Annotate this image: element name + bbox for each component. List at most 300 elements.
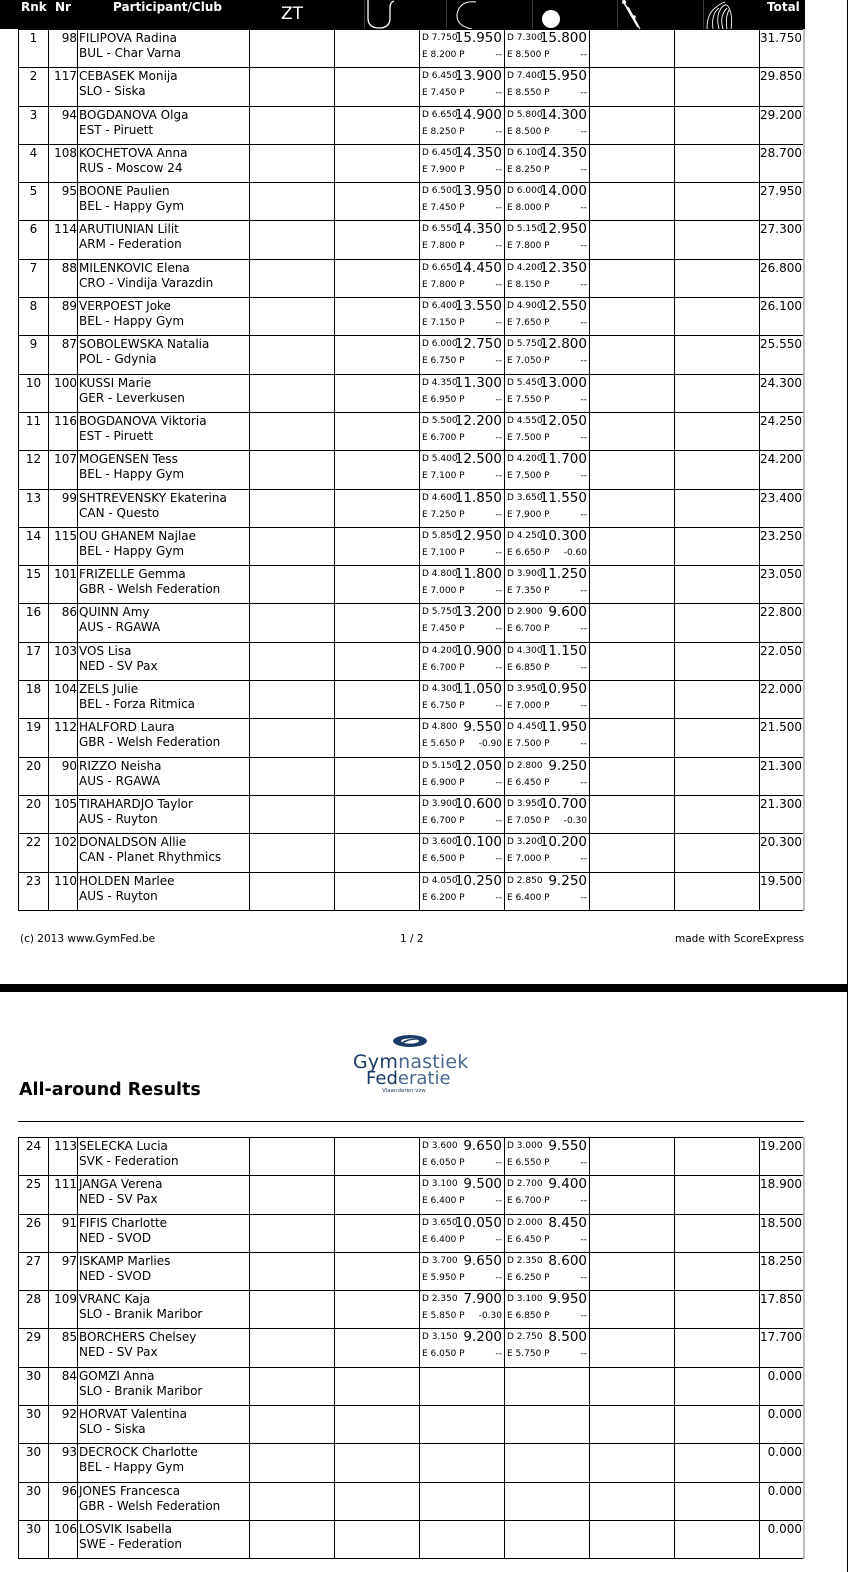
table-row	[19, 1176, 805, 1214]
table-row	[19, 106, 805, 144]
apparatus-final-score: 9.200	[463, 1329, 502, 1346]
execution-score: E 6.400 P	[507, 892, 550, 903]
apparatus-final-score: 9.500	[463, 1176, 502, 1193]
ball-score-block	[505, 796, 589, 833]
ball-score-cell	[505, 144, 590, 182]
participant-club: GBR - Welsh Federation	[79, 582, 221, 597]
execution-score: E 7.100 P	[422, 471, 465, 482]
ball-score-cell	[505, 30, 590, 68]
difficulty-score: D 6.550	[422, 224, 458, 235]
difficulty-score: D 3.650	[422, 1217, 458, 1228]
number-cell: 107	[49, 451, 78, 489]
execution-score: E 6.550 P	[507, 1158, 550, 1168]
apparatus-final-score: 11.300	[454, 374, 502, 391]
number-cell: 103	[49, 642, 78, 680]
ribbon-score-cell	[675, 795, 760, 833]
rope-score-cell	[335, 604, 420, 642]
ball-score-cell	[505, 183, 590, 221]
difficulty-score: D 5.450	[507, 377, 543, 388]
difficulty-score: D 3.900	[422, 798, 458, 809]
rank-cell: 16	[19, 604, 49, 642]
penalty: --	[580, 701, 587, 712]
hoop-score-block	[420, 375, 504, 412]
number-cell: 102	[49, 834, 78, 872]
freehand-score-cell	[250, 566, 335, 604]
difficulty-score: D 2.900	[507, 607, 543, 618]
freehand-score-cell	[250, 834, 335, 872]
ball-score-block	[505, 758, 589, 795]
apparatus-final-score: 15.950	[454, 30, 502, 46]
penalty: --	[580, 1196, 587, 1207]
participant-club: SLO - Branik Maribor	[79, 1383, 203, 1398]
hoop-score-block	[420, 107, 504, 144]
table-row	[19, 1406, 805, 1444]
execution-score: E 6.700 P	[422, 815, 465, 826]
table-row	[19, 221, 805, 259]
ball-score-cell	[505, 1367, 590, 1405]
execution-score: E 8.150 P	[507, 279, 550, 290]
apparatus-final-score: 14.900	[454, 106, 502, 123]
apparatus-final-score: 11.950	[539, 719, 587, 736]
hoop-score-cell	[420, 489, 505, 527]
total-cell: 22.000	[760, 681, 805, 719]
participant-club: CAN - Planet Rhythmics	[79, 850, 222, 865]
participant-name: BOGDANOVA Viktoria	[79, 413, 207, 428]
rank-cell: 6	[19, 221, 49, 259]
number-cell: 86	[49, 604, 78, 642]
total-cell: 23.250	[760, 527, 805, 565]
ball-score-block	[505, 451, 589, 488]
participant-club: ARM - Federation	[79, 237, 182, 252]
participant-name: JONES Francesca	[79, 1483, 181, 1498]
penalty: --	[495, 356, 502, 367]
difficulty-score: D 5.750	[507, 339, 543, 350]
ball-score-cell	[505, 527, 590, 565]
difficulty-score: D 3.600	[422, 1141, 458, 1151]
table-row	[19, 1444, 805, 1482]
execution-score: E 7.450 P	[422, 624, 465, 635]
participant-club: NED - SV Pax	[79, 658, 158, 673]
ball-score-block	[505, 873, 589, 910]
rope-score-cell	[335, 221, 420, 259]
clubs-score-cell	[590, 1367, 675, 1405]
clubs-score-cell	[590, 144, 675, 182]
rank-cell: 30	[19, 1367, 49, 1405]
execution-score: E 7.250 P	[422, 509, 465, 520]
execution-score: E 7.050 P	[507, 356, 550, 367]
hoop-score-cell	[420, 144, 505, 182]
ribbon-score-cell	[675, 144, 760, 182]
execution-score: E 7.450 P	[422, 88, 465, 99]
execution-score: E 7.800 P	[422, 279, 465, 290]
number-cell: 101	[49, 566, 78, 604]
participant-cell	[78, 1214, 250, 1252]
penalty: --	[495, 203, 502, 214]
apparatus-final-score: 9.650	[463, 1252, 502, 1269]
freehand-score-cell	[250, 1406, 335, 1444]
difficulty-score: D 4.300	[507, 645, 543, 656]
participant-club: CAN - Questo	[79, 505, 160, 520]
rank-cell: 30	[19, 1520, 49, 1558]
ball-score-cell	[505, 259, 590, 297]
ball-score-block	[505, 1176, 589, 1213]
participant-club: BEL - Forza Ritmica	[79, 697, 196, 712]
participant-cell	[78, 1291, 250, 1329]
results-header-bar	[0, 0, 805, 29]
page-separator	[0, 984, 848, 992]
ribbon-score-cell	[675, 1291, 760, 1329]
total-cell: 26.800	[760, 259, 805, 297]
execution-score: E 7.900 P	[422, 164, 465, 175]
participant-cell	[78, 795, 250, 833]
hoop-score-block	[420, 1138, 504, 1175]
participant-cell	[78, 30, 250, 68]
participant-cell	[78, 1138, 250, 1176]
difficulty-score: D 4.550	[507, 415, 543, 426]
table-row	[19, 30, 805, 68]
ribbon-score-cell	[675, 259, 760, 297]
footer-page-number: 1 / 2	[400, 933, 424, 945]
clubs-score-cell	[590, 412, 675, 450]
freehand-score-cell	[250, 872, 335, 910]
participant-name: MOGENSEN Tess	[79, 452, 178, 467]
number-cell: 93	[49, 1444, 78, 1482]
participant-cell	[78, 604, 250, 642]
clubs-score-cell	[590, 489, 675, 527]
clubs-score-cell	[590, 183, 675, 221]
hoop-score-block	[420, 1215, 504, 1252]
participant-club: AUS - RGAWA	[79, 620, 161, 635]
apparatus-final-score: 13.950	[454, 183, 502, 200]
ribbon-score-cell	[675, 1176, 760, 1214]
difficulty-score: D 5.150	[422, 760, 458, 771]
participant-club: AUS - Ruyton	[79, 888, 158, 903]
execution-score: E 6.700 P	[422, 432, 465, 443]
results-table-page-1	[18, 29, 805, 911]
rope-score-cell	[335, 489, 420, 527]
participant-club: EST - Piruett	[79, 122, 154, 137]
clubs-score-cell	[590, 336, 675, 374]
table-row	[19, 1520, 805, 1558]
apparatus-final-score: 11.800	[454, 566, 502, 583]
execution-score: E 5.750 P	[507, 1349, 550, 1360]
total-cell: 20.300	[760, 834, 805, 872]
apparatus-final-score: 9.600	[548, 604, 587, 621]
number-cell: 85	[49, 1329, 78, 1367]
number-cell: 90	[49, 757, 78, 795]
participant-name: TIRAHARDJO Taylor	[79, 796, 193, 811]
participant-name: KUSSI Marie	[79, 375, 152, 390]
apparatus-final-score: 14.450	[454, 259, 502, 276]
freehand-score-cell	[250, 144, 335, 182]
hoop-score-cell	[420, 834, 505, 872]
participant-cell	[78, 1252, 250, 1290]
participant-name: VERPOEST Joke	[79, 299, 171, 314]
hoop-score-cell	[420, 642, 505, 680]
execution-score: E 7.800 P	[422, 241, 465, 252]
difficulty-score: D 6.450	[422, 71, 458, 82]
header-participant: Participant/Club	[113, 0, 222, 14]
rope-score-cell	[335, 642, 420, 680]
ball-score-cell	[505, 1406, 590, 1444]
freehand-score-cell	[250, 183, 335, 221]
participant-cell	[78, 834, 250, 872]
ribbon-score-cell	[675, 527, 760, 565]
ball-score-cell	[505, 1252, 590, 1290]
rank-cell: 17	[19, 642, 49, 680]
ball-score-block	[505, 375, 589, 412]
ball-score-block	[505, 681, 589, 718]
penalty: --	[580, 356, 587, 367]
participant-club: EST - Piruett	[79, 428, 154, 443]
number-cell: 88	[49, 259, 78, 297]
penalty: --	[495, 471, 502, 482]
table-row	[19, 681, 805, 719]
difficulty-score: D 5.500	[422, 415, 458, 426]
participant-club: BUL - Char Varna	[79, 46, 182, 60]
apparatus-final-score: 10.300	[539, 527, 587, 544]
ball-score-cell	[505, 336, 590, 374]
table-row	[19, 336, 805, 374]
participant-cell	[78, 68, 250, 106]
total-cell: 26.100	[760, 298, 805, 336]
penalty: --	[495, 509, 502, 520]
difficulty-score: D 2.850	[507, 875, 543, 886]
number-cell: 112	[49, 719, 78, 757]
ball-score-block	[505, 643, 589, 680]
total-cell: 23.050	[760, 566, 805, 604]
ball-score-block	[505, 1215, 589, 1252]
ribbon-score-cell	[675, 451, 760, 489]
apparatus-final-score: 13.000	[539, 374, 587, 391]
execution-score: E 6.400 P	[422, 1234, 465, 1245]
execution-score: E 7.150 P	[422, 318, 465, 329]
apparatus-final-score: 12.350	[539, 259, 587, 276]
ball-score-block	[505, 566, 589, 603]
apparatus-final-score: 10.600	[454, 795, 502, 812]
ribbon-score-cell	[675, 336, 760, 374]
number-cell: 105	[49, 795, 78, 833]
hoop-score-block	[420, 183, 504, 220]
difficulty-score: D 2.000	[507, 1217, 543, 1228]
table-row	[19, 1138, 805, 1176]
ribbon-icon	[705, 0, 735, 29]
execution-score: E 5.850 P	[422, 1311, 465, 1322]
penalty: --	[580, 739, 587, 750]
ball-score-block	[505, 490, 589, 527]
clubs-score-cell	[590, 374, 675, 412]
difficulty-score: D 3.600	[422, 837, 458, 848]
execution-score: E 7.000 P	[507, 701, 550, 712]
ball-score-cell	[505, 298, 590, 336]
difficulty-score: D 6.650	[422, 109, 458, 120]
penalty: --	[580, 854, 587, 865]
hoop-score-block	[420, 719, 504, 756]
freehand-score-cell	[250, 259, 335, 297]
freehand-score-cell	[250, 1520, 335, 1558]
ball-score-block	[505, 834, 589, 871]
participant-club: NED - SV Pax	[79, 1192, 158, 1207]
hoop-score-cell	[420, 106, 505, 144]
apparatus-final-score: 9.950	[548, 1291, 587, 1308]
participant-name: BOONE Paulien	[79, 184, 170, 199]
freehand-score-cell	[250, 795, 335, 833]
participant-name: MILENKOVIC Elena	[79, 260, 190, 275]
penalty: --	[495, 892, 502, 903]
participant-club: POL - Gdynia	[79, 352, 157, 367]
logo-text-line1: Gymnastiek	[353, 1051, 469, 1073]
penalty: --	[580, 164, 587, 175]
total-cell: 21.300	[760, 795, 805, 833]
ball-score-cell	[505, 834, 590, 872]
execution-score: E 8.200 P	[422, 50, 465, 60]
apparatus-final-score: 10.900	[454, 642, 502, 659]
execution-score: E 6.450 P	[507, 1234, 550, 1245]
difficulty-score: D 6.000	[507, 186, 543, 197]
penalty: --	[580, 1158, 587, 1168]
number-cell: 84	[49, 1367, 78, 1405]
table-row	[19, 1214, 805, 1252]
apparatus-final-score: 13.900	[454, 68, 502, 85]
freehand-score-cell	[250, 1291, 335, 1329]
rope-score-cell	[335, 1444, 420, 1482]
clubs-score-cell	[590, 221, 675, 259]
difficulty-score: D 3.650	[507, 492, 543, 503]
hoop-score-block	[420, 873, 504, 910]
ribbon-score-cell	[675, 681, 760, 719]
difficulty-score: D 4.600	[422, 492, 458, 503]
number-cell: 114	[49, 221, 78, 259]
participant-cell	[78, 1482, 250, 1520]
ribbon-score-cell	[675, 1444, 760, 1482]
rank-cell: 5	[19, 183, 49, 221]
execution-score: E 7.800 P	[507, 241, 550, 252]
apparatus-final-score: 12.750	[454, 336, 502, 353]
page-title: All-around Results	[19, 1080, 201, 1100]
table-row	[19, 183, 805, 221]
number-cell: 110	[49, 872, 78, 910]
apparatus-final-score: 10.200	[539, 834, 587, 851]
apparatus-final-score: 15.950	[539, 68, 587, 85]
execution-score: E 6.050 P	[422, 1349, 465, 1360]
freehand-score-cell	[250, 1444, 335, 1482]
table-row	[19, 298, 805, 336]
header-rank: Rnk	[21, 0, 47, 14]
participant-cell	[78, 451, 250, 489]
ball-score-block	[505, 336, 589, 373]
ball-score-block	[505, 604, 589, 641]
participant-cell	[78, 1329, 250, 1367]
rope-score-cell	[335, 259, 420, 297]
clubs-score-cell	[590, 1520, 675, 1558]
ribbon-score-cell	[675, 719, 760, 757]
ball-score-block	[505, 183, 589, 220]
hoop-score-block	[420, 413, 504, 450]
hoop-score-cell	[420, 259, 505, 297]
penalty: --	[580, 1311, 587, 1322]
table-row	[19, 834, 805, 872]
hoop-score-cell	[420, 374, 505, 412]
hoop-score-block	[420, 528, 504, 565]
ribbon-score-cell	[675, 1329, 760, 1367]
ball-score-cell	[505, 1482, 590, 1520]
participant-cell	[78, 106, 250, 144]
total-cell: 19.200	[760, 1138, 805, 1176]
freehand-score-cell	[250, 1176, 335, 1214]
total-cell: 25.550	[760, 336, 805, 374]
hoop-score-block	[420, 490, 504, 527]
clubs-score-cell	[590, 298, 675, 336]
penalty: --	[580, 1349, 587, 1360]
table-row	[19, 795, 805, 833]
freehand-score-cell	[250, 106, 335, 144]
rank-cell: 7	[19, 259, 49, 297]
participant-name: SOBOLEWSKA Natalia	[79, 337, 210, 352]
total-cell: 0.000	[760, 1482, 805, 1520]
clubs-score-cell	[590, 1138, 675, 1176]
freehand-score-cell	[250, 681, 335, 719]
apparatus-final-score: 14.000	[539, 183, 587, 200]
penalty: --	[580, 88, 587, 99]
header-number: Nr	[55, 0, 71, 14]
apparatus-final-score: 11.700	[539, 451, 587, 468]
table-row	[19, 1482, 805, 1520]
participant-cell	[78, 336, 250, 374]
clubs-score-cell	[590, 681, 675, 719]
number-cell: 106	[49, 1520, 78, 1558]
apparatus-final-score: 11.550	[539, 489, 587, 506]
table-row	[19, 1367, 805, 1405]
participant-club: SLO - Siska	[79, 84, 146, 99]
apparatus-final-score: 14.300	[539, 106, 587, 123]
hoop-score-block	[420, 796, 504, 833]
execution-score: E 6.050 P	[422, 1158, 465, 1168]
clubs-score-cell	[590, 68, 675, 106]
penalty: -0.60	[563, 547, 587, 558]
rope-score-cell	[335, 106, 420, 144]
rope-score-cell	[335, 681, 420, 719]
rank-cell: 30	[19, 1482, 49, 1520]
participant-cell	[78, 527, 250, 565]
apparatus-final-score: 11.850	[454, 489, 502, 506]
execution-score: E 6.900 P	[422, 777, 465, 788]
ball-score-cell	[505, 604, 590, 642]
page-right-border	[847, 0, 848, 1572]
number-cell: 95	[49, 183, 78, 221]
participant-cell	[78, 1520, 250, 1558]
apparatus-final-score: 11.250	[539, 566, 587, 583]
total-cell: 22.050	[760, 642, 805, 680]
execution-score: E 7.500 P	[507, 432, 550, 443]
penalty: --	[495, 279, 502, 290]
clubs-score-cell	[590, 757, 675, 795]
ball-score-cell	[505, 1444, 590, 1482]
participant-name: JANGA Verena	[79, 1177, 163, 1192]
hoop-score-cell	[420, 1214, 505, 1252]
hoop-score-cell	[420, 1482, 505, 1520]
apparatus-final-score: 12.800	[539, 336, 587, 353]
gymfed-logo	[350, 1034, 470, 1098]
rank-cell: 12	[19, 451, 49, 489]
table-row	[19, 642, 805, 680]
hoop-score-cell	[420, 1406, 505, 1444]
hoop-score-block	[420, 221, 504, 258]
clubs-score-cell	[590, 451, 675, 489]
freehand-score-cell	[250, 221, 335, 259]
participant-name: HORVAT Valentina	[79, 1407, 187, 1422]
hoop-score-block	[420, 30, 504, 67]
execution-score: E 6.750 P	[422, 701, 465, 712]
